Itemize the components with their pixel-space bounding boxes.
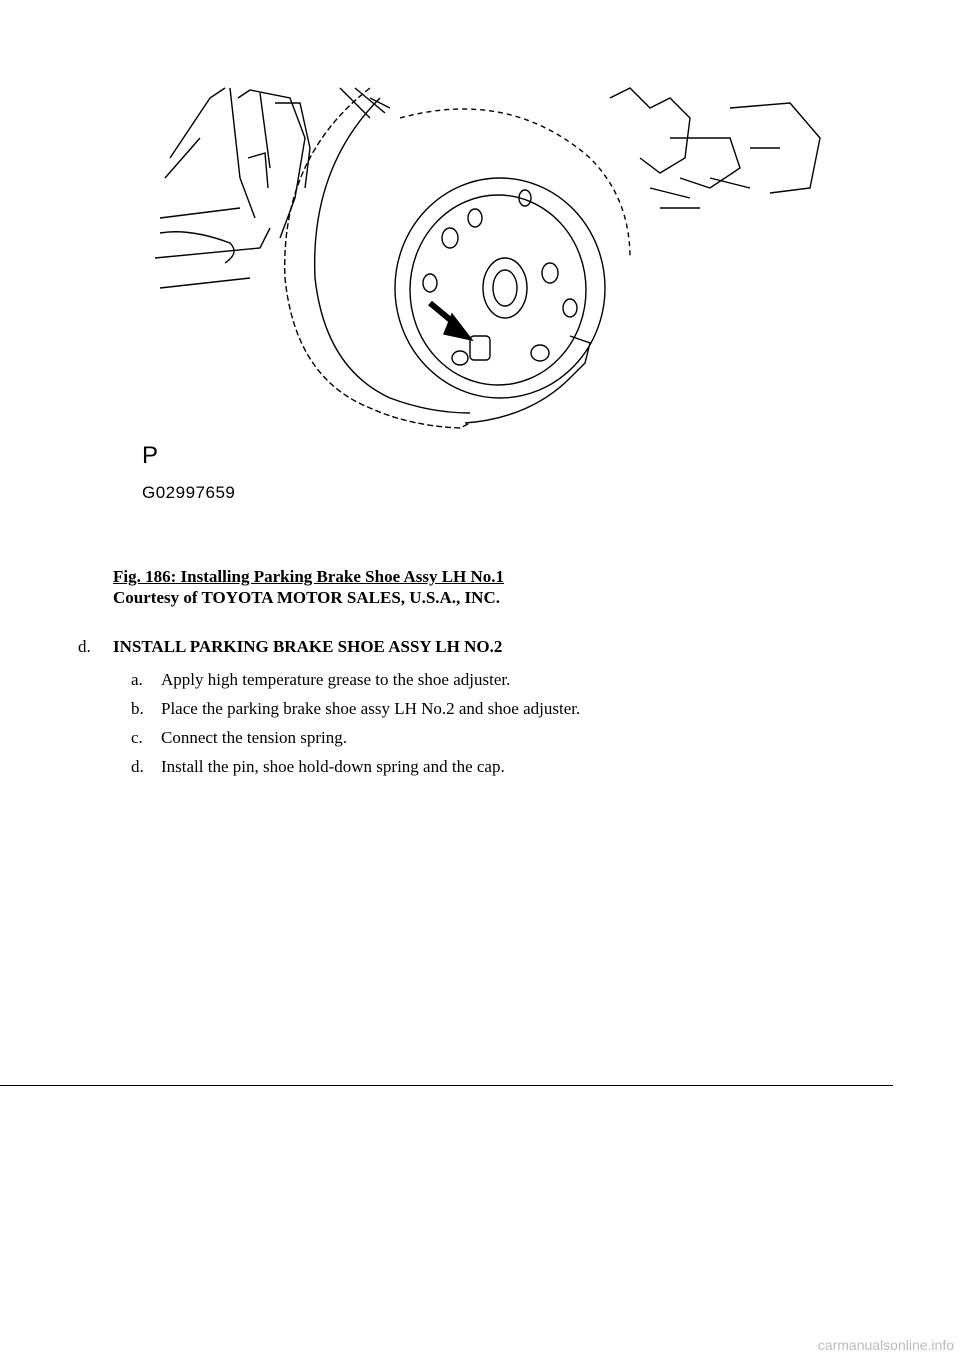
step-heading: INSTALL PARKING BRAKE SHOE ASSY LH NO.2 bbox=[113, 637, 503, 656]
figure-caption bbox=[113, 566, 504, 608]
list-item bbox=[131, 699, 580, 728]
step-marker: d. bbox=[78, 637, 91, 656]
watermark: carmanualsonline.info bbox=[817, 1337, 954, 1353]
brake-assembly-illustration bbox=[130, 78, 830, 518]
footer-divider bbox=[0, 1085, 893, 1086]
substep-list bbox=[131, 670, 580, 786]
figure-letter: P bbox=[142, 442, 159, 469]
substep-text: Place the parking brake shoe assy LH No.2 and shoe adjuster. bbox=[161, 699, 581, 718]
substep-marker: a. bbox=[131, 670, 143, 689]
substep-text: Connect the tension spring. bbox=[161, 728, 348, 747]
substep-marker: c. bbox=[131, 728, 143, 747]
procedure-step bbox=[78, 637, 502, 657]
list-item bbox=[131, 757, 580, 786]
frame-lines bbox=[155, 88, 270, 288]
figure-courtesy: Courtesy of TOYOTA MOTOR SALES, U.S.A., INC. bbox=[113, 588, 500, 607]
figure-code: G02997659 bbox=[142, 483, 236, 502]
substep-text: Apply high temperature grease to the shoe adjuster. bbox=[161, 670, 511, 689]
substep-marker: b. bbox=[131, 699, 144, 718]
substep-text: Install the pin, shoe hold-down spring and the cap. bbox=[161, 757, 505, 776]
list-item bbox=[131, 670, 580, 699]
substep-marker: d. bbox=[131, 757, 144, 776]
list-item bbox=[131, 728, 580, 757]
figure-title-link[interactable]: Fig. 186: Installing Parking Brake Shoe Assy LH No.1 bbox=[113, 567, 505, 586]
